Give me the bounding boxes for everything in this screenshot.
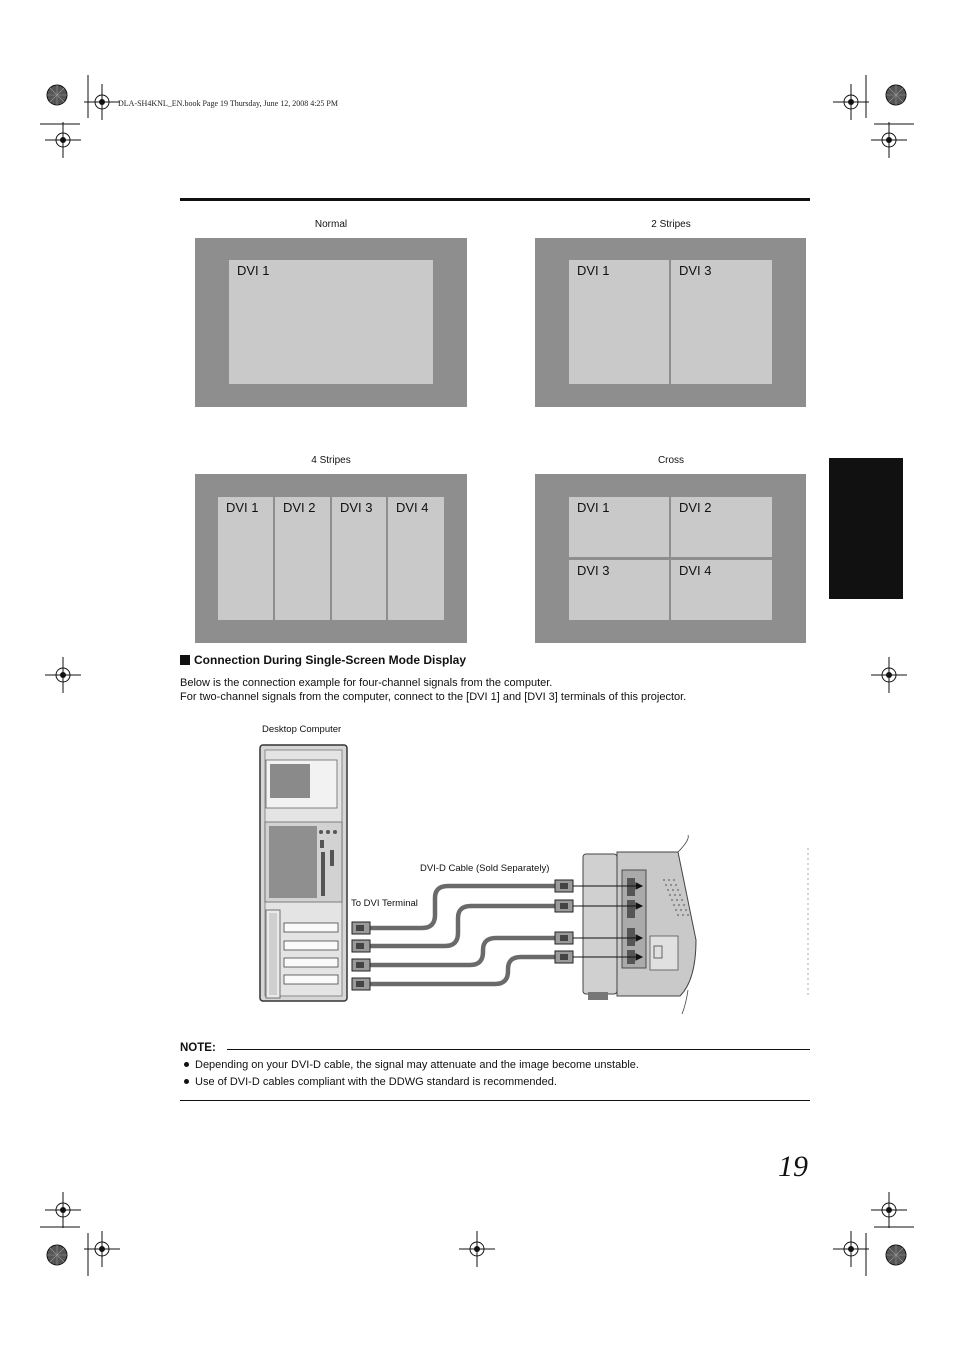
projector-dvi-connectors <box>555 880 573 963</box>
window-dvi1: DVI 1 <box>229 260 433 384</box>
caption-4-stripes: 4 Stripes <box>311 455 351 466</box>
caption-normal: Normal <box>314 219 348 230</box>
desktop-computer-label: Desktop Computer <box>262 724 342 735</box>
bullet-icon <box>184 1079 189 1084</box>
caption-2-stripes: 2 Stripes <box>651 219 691 230</box>
window-dvi2: DVI 2 <box>671 497 772 557</box>
section-heading <box>180 653 466 667</box>
section-body <box>180 676 686 704</box>
section-title: Connection During Single-Screen Mode Display <box>194 653 467 667</box>
chapter-tab <box>829 458 903 599</box>
dvi-cables <box>370 886 555 984</box>
connection-diagram <box>250 740 820 1025</box>
window-dvi1: DVI 1 <box>569 260 669 384</box>
window-dvi3: DVI 3 <box>671 260 772 384</box>
square-bullet-icon <box>180 655 190 665</box>
window-dvi3: DVI 3 <box>569 560 669 620</box>
layout-cross <box>535 474 806 643</box>
note-rule <box>227 1049 810 1050</box>
layout-normal <box>195 238 467 407</box>
layout-4-stripes <box>195 474 467 643</box>
window-dvi1: DVI 1 <box>569 497 669 557</box>
window-dvi1: DVI 1 <box>218 497 273 620</box>
body-line-1: Below is the connection example for four-channel signals from the computer. <box>180 677 553 689</box>
bullet-icon <box>184 1062 189 1067</box>
note-heading: NOTE: <box>180 1042 216 1054</box>
page-number: 19 <box>778 1150 808 1183</box>
note-text: Use of DVI-D cables compliant with the DDWG standard is recommended. <box>195 1076 557 1088</box>
layout-2-stripes <box>535 238 806 407</box>
note-item <box>184 1059 639 1071</box>
terminal-label: To DVI Terminal <box>351 898 418 909</box>
projector-rear-panel-icon <box>583 835 808 1014</box>
computer-dvi-connectors <box>352 922 370 990</box>
body-line-2: For two-channel signals from the computer, connect to the [DVI 1] and [DVI 3] terminals of this projector. <box>180 691 687 703</box>
note-item <box>184 1076 557 1088</box>
window-dvi3: DVI 3 <box>332 497 386 620</box>
cable-label: DVI-D Cable (Sold Separately) <box>420 863 550 874</box>
file-info-header: DLA-SH4KNL_EN.book Page 19 Thursday, June 12, 2008 4:25 PM <box>118 99 338 108</box>
desktop-computer-icon <box>260 745 347 1001</box>
window-dvi4: DVI 4 <box>388 497 444 620</box>
window-dvi2: DVI 2 <box>275 497 330 620</box>
note-text: Depending on your DVI-D cable, the signal may attenuate and the image become unstable. <box>195 1059 639 1071</box>
caption-cross: Cross <box>657 455 685 466</box>
top-rule <box>180 198 810 201</box>
window-dvi4: DVI 4 <box>671 560 772 620</box>
bottom-rule <box>180 1100 810 1101</box>
